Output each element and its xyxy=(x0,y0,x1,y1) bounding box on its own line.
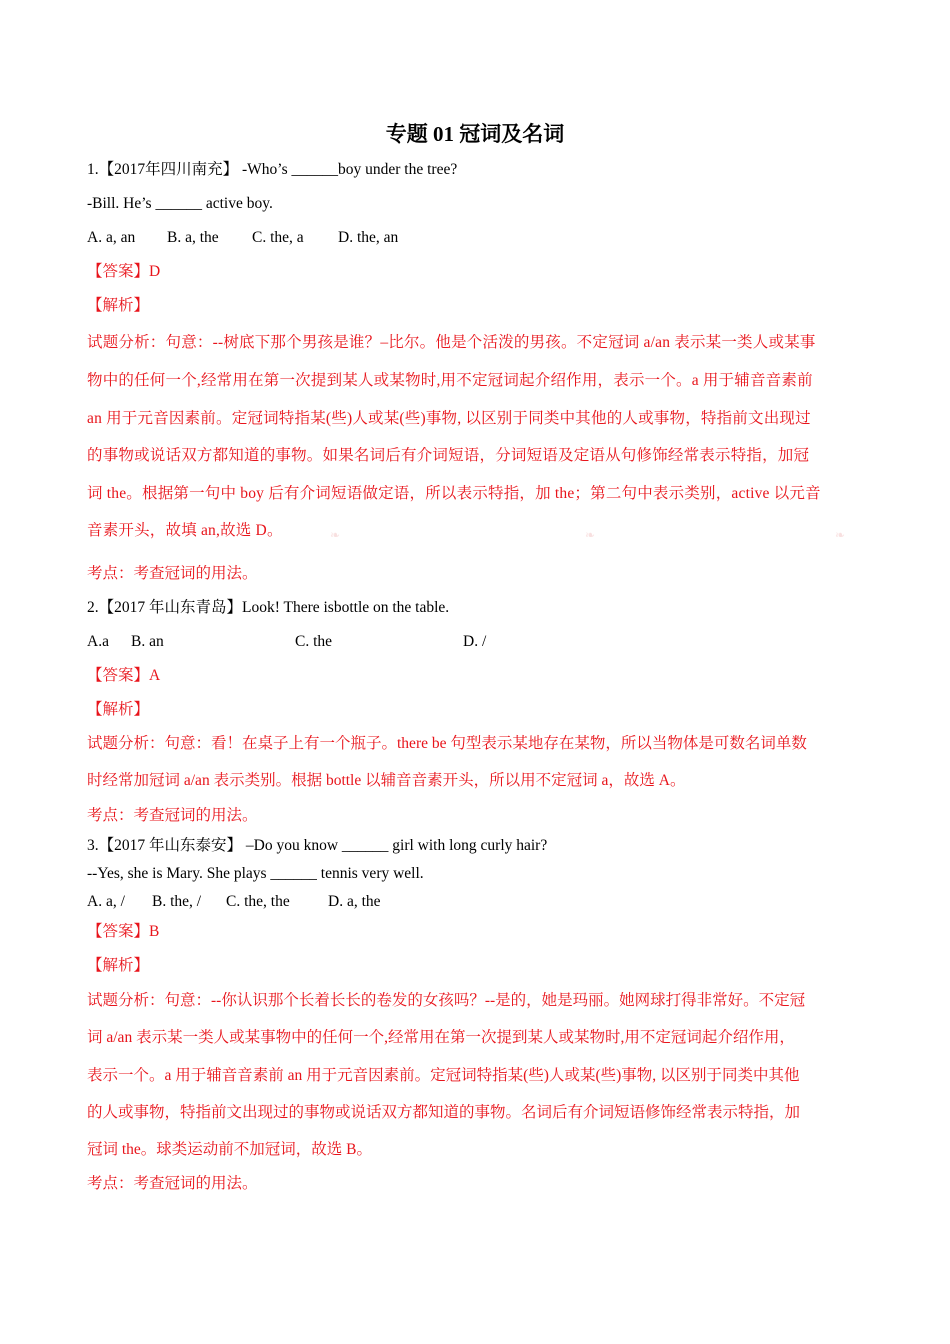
q3-header: 3.【2017 年山东泰安】 –Do you know ______ girl with long curly hair? xyxy=(87,837,548,854)
q3-explanation-line: 表示一个。a 用于辅音音素前 an 用于元音因素前。定冠词特指某(些)人或某(些)事物, 以区别于同类中其他 xyxy=(87,1067,800,1084)
q2-explanation-line: 试题分析：句意：看！在桌子上有一个瓶子。there be 句型表示某地存在某物，所以当物体是可数名词单数 xyxy=(87,735,807,752)
q1-option-c: C. the, a xyxy=(252,229,304,246)
q2-option-d: D. / xyxy=(463,633,487,650)
q3-explanation-line: 的人或事物，特指前文出现过的事物或说话双方都知道的事物。名词后有介词短语修饰经常表示特指，加 xyxy=(87,1104,801,1121)
q1-explanation-line: 词 the。根据第一句中 boy 后有介词短语做定语，所以表示特指，加 the；第二句中表示类别，active 以元音 xyxy=(87,485,821,502)
q1-option-b: B. a, the xyxy=(167,229,219,246)
q2-answer: 【答案】A xyxy=(87,667,161,684)
q2-header: 2.【2017 年山东青岛】Look! There isbottle on the table. xyxy=(87,599,450,616)
watermark-mark: ❧ xyxy=(330,528,341,542)
q2-option-a: A.a xyxy=(87,633,109,650)
q1-explanation-line: an 用于元音因素前。定冠词特指某(些)人或某(些)事物, 以区别于同类中其他的人或事物，特指前文出现过 xyxy=(87,410,811,427)
q3-option-d: D. a, the xyxy=(328,893,381,910)
q2-analysis-label: 【解析】 xyxy=(87,701,150,718)
q3-option-c: C. the, the xyxy=(226,893,290,910)
q2-options xyxy=(87,631,486,653)
q3-explanation-line: 词 a/an 表示某一类人或某事物中的任何一个,经常用在第一次提到某人或某物时,用不定冠词起介绍作用， xyxy=(87,1029,795,1046)
q1-answer: 【答案】D xyxy=(87,263,161,280)
watermark-mark: ❧ xyxy=(585,528,596,542)
q3-analysis-label: 【解析】 xyxy=(87,957,150,974)
q3-explanation-line: 试题分析：句意：--你认识那个长着长长的卷发的女孩吗？--是的，她是玛丽。她网球打得非常好。不定冠 xyxy=(87,992,806,1009)
q3-answer: 【答案】B xyxy=(87,923,160,940)
q1-line2: -Bill. He’s ______ active boy. xyxy=(87,195,273,212)
q1-kaodian: 考点：考查冠词的用法。 xyxy=(87,565,258,582)
q2-kaodian: 考点：考查冠词的用法。 xyxy=(87,807,258,824)
q2-explanation-line: 时经常加冠词 a/an 表示类别。根据 bottle 以辅音音素开头，所以用不定冠词 a，故选 A。 xyxy=(87,772,686,789)
q3-kaodian: 考点：考查冠词的用法。 xyxy=(87,1175,258,1192)
q1-options xyxy=(87,227,398,249)
q3-explanation-line: 冠词 the。球类运动前不加冠词，故选 B。 xyxy=(87,1141,373,1158)
q1-option-a: A. a, an xyxy=(87,229,136,246)
q1-explanation-line: 试题分析：句意：--树底下那个男孩是谁？–比尔。他是个活泼的男孩。不定冠词 a/an 表示某一类人或某事 xyxy=(87,334,816,351)
q1-analysis-label: 【解析】 xyxy=(87,297,150,314)
watermark-mark: ❧ xyxy=(835,528,846,542)
q3-option-a: A. a, / xyxy=(87,893,125,910)
q2-option-b: B. an xyxy=(131,633,164,650)
q3-option-b: B. the, / xyxy=(152,893,202,910)
q3-line2: --Yes, she is Mary. She plays ______ tennis very well. xyxy=(87,865,424,882)
q3-options xyxy=(87,891,381,913)
q1-explanation-line: 音素开头，故填 an,故选 D。 xyxy=(87,522,283,539)
page-title: 专题 01 冠词及名词 xyxy=(385,122,565,146)
q1-header: 1.【2017年四川南充】 -Who’s ______boy under the tree? xyxy=(87,161,458,178)
q1-explanation-line: 物中的任何一个,经常用在第一次提到某人或某物时,用不定冠词起介绍作用，表示一个。a 用于辅音音素前 xyxy=(87,372,813,389)
q1-explanation-line: 的事物或说话双方都知道的事物。如果名词后有介词短语，分词短语及定语从句修饰经常表示特指，加冠 xyxy=(87,447,810,464)
q1-option-d: D. the, an xyxy=(338,229,399,246)
q2-option-c: C. the xyxy=(295,633,333,650)
